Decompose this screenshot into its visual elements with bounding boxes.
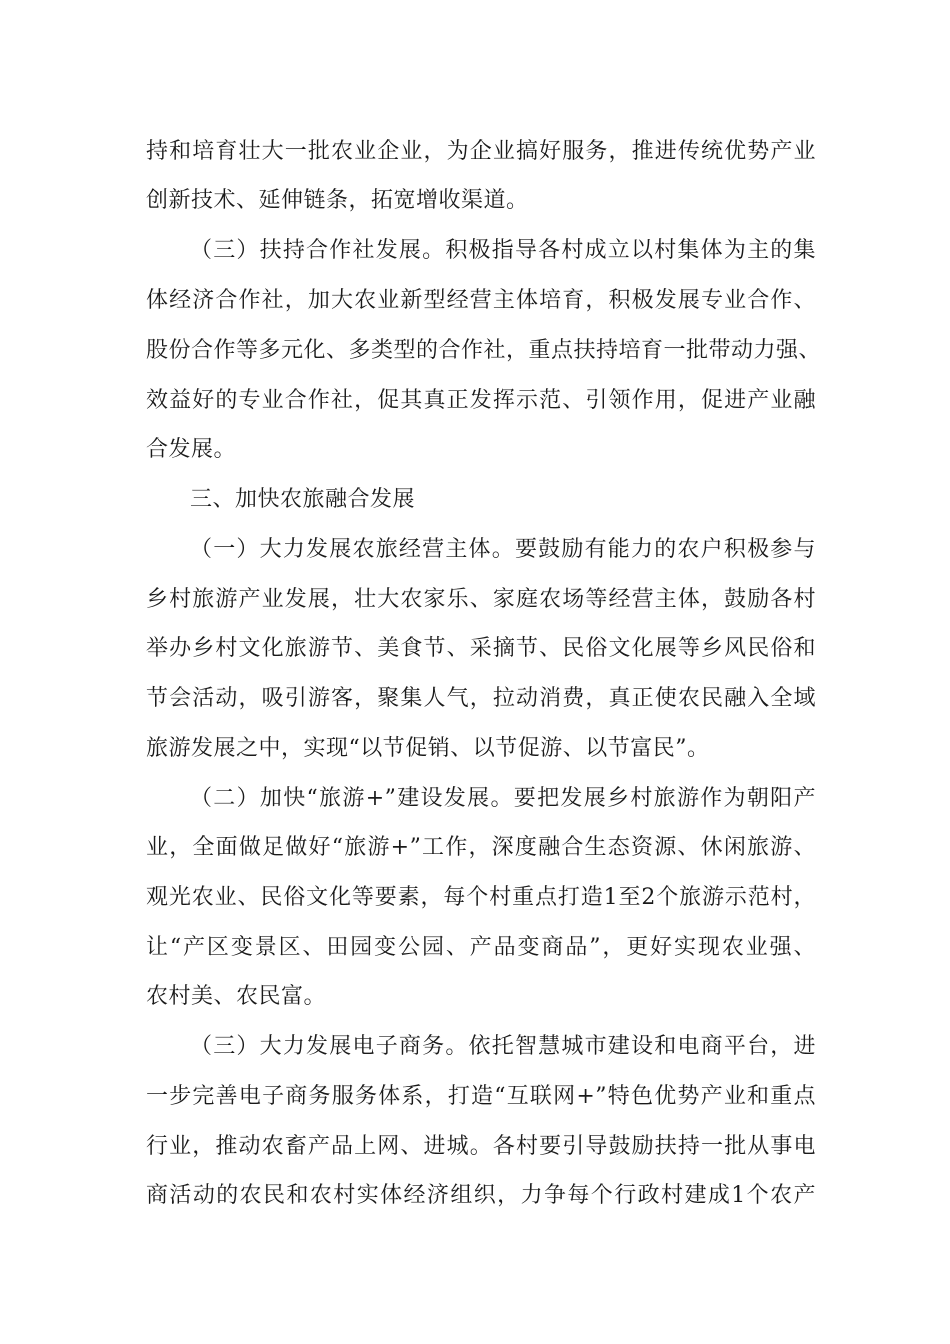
section-heading: 三、加快农旅融合发展 [190,487,416,512]
text-line: 体经济合作社，加大农业新型经营主体培育，积极发展专业合作、 [146,288,816,313]
text-line: 业，全面做足做好“旅游+”工作，深度融合生态资源、休闲旅游、 [146,835,816,860]
text-line: 股份合作等多元化、多类型的合作社，重点扶持培育一批带动力强、 [146,338,822,363]
text-line: 观光农业、民俗文化等要素，每个村重点打造1至2个旅游示范村， [146,885,816,910]
text-line: 行业，推动农畜产品上网、进城。各村要引导鼓励扶持一批从事电 [146,1134,816,1159]
paragraph-start-line: （三）扶持合作社发展。积极指导各村成立以村集体为主的集 [190,238,816,263]
text-line: 一步完善电子商务服务体系，打造“互联网+”特色优势产业和重点 [146,1084,816,1109]
paragraph-start-line: （三）大力发展电子商务。依托智慧城市建设和电商平台，进 [190,1034,816,1059]
text-line: 创新技术、延伸链条，拓宽增收渠道。 [146,188,529,213]
text-line: 乡村旅游产业发展，壮大农家乐、家庭农场等经营主体，鼓励各村 [146,587,816,612]
paragraph-start-line: （一）大力发展农旅经营主体。要鼓励有能力的农户积极参与 [190,537,816,562]
text-line: 持和培育壮大一批农业企业，为企业搞好服务，推进传统优势产业 [146,139,816,164]
text-line: 举办乡村文化旅游节、美食节、采摘节、民俗文化展等乡风民俗和 [146,636,816,661]
text-line: 让“产区变景区、田园变公园、产品变商品”，更好实现农业强、 [146,935,816,960]
text-line: 农村美、农民富。 [146,984,327,1009]
text-line: 节会活动，吸引游客，聚集人气，拉动消费，真正使农民融入全域 [146,686,816,711]
text-line: 合发展。 [146,437,237,462]
text-line: 商活动的农民和农村实体经济组织，力争每个行政村建成1个农产 [146,1183,816,1208]
text-line: 效益好的专业合作社，促其真正发挥示范、引领作用，促进产业融 [146,388,816,413]
text-line: 旅游发展之中，实现“以节促销、以节促游、以节富民”。 [146,736,710,761]
paragraph-start-line: （二）加快“旅游+”建设发展。要把发展乡村旅游作为朝阳产 [190,786,816,811]
